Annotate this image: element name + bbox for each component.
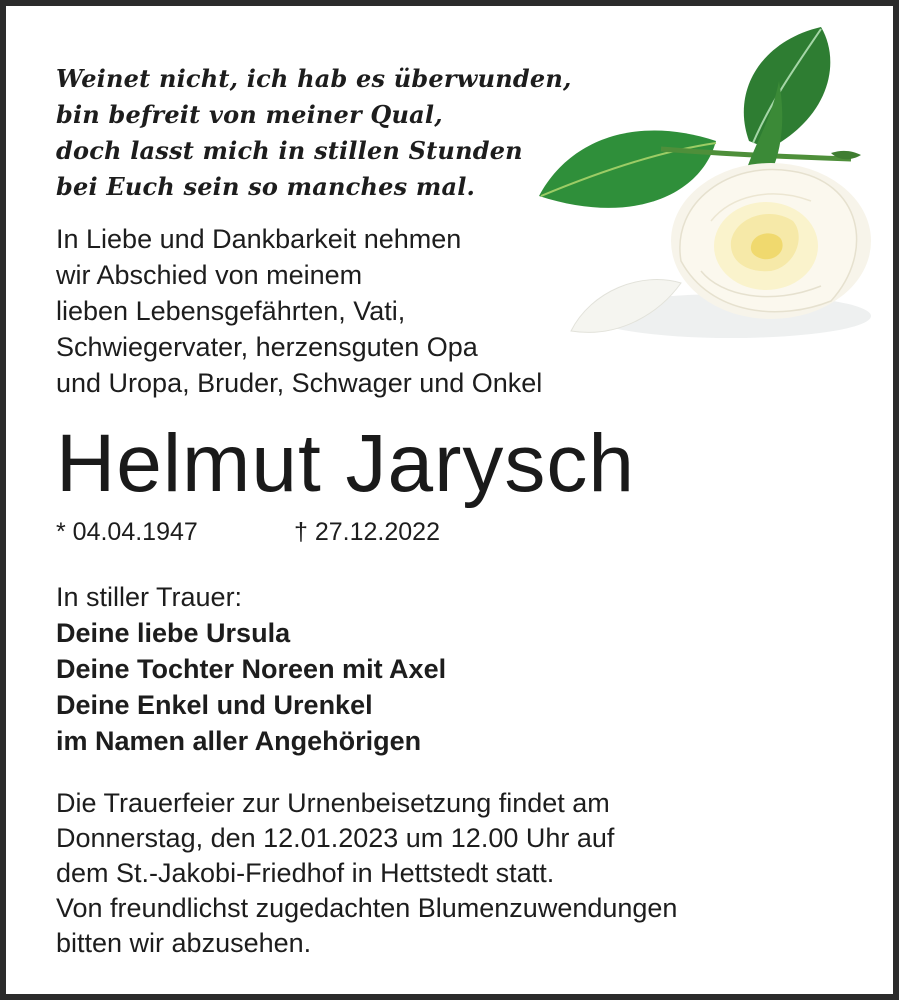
notice-line: bitten wir abzusehen. (56, 928, 312, 958)
intro-line: In Liebe und Dankbarkeit nehmen (56, 224, 462, 254)
intro-line: wir Abschied von meinem (56, 260, 363, 290)
mourners-heading: In stiller Trauer: (56, 582, 243, 612)
funeral-notice (56, 786, 677, 961)
poem-line: bei Euch sein so manches mal. (56, 172, 476, 201)
intro-line: lieben Lebensgefährten, Vati, (56, 296, 406, 326)
mourner-line: Deine Enkel und Urenkel (56, 690, 373, 720)
notice-line: dem St.-Jakobi-Friedhof in Hettstedt statt. (56, 858, 555, 888)
mourner-line: Deine Tochter Noreen mit Axel (56, 654, 447, 684)
white-rose-icon (531, 21, 876, 351)
poem-line: doch lasst mich in stillen Stunden (56, 136, 523, 165)
poem-line: Weinet nicht, ich hab es überwunden, (56, 64, 572, 93)
notice-line: Donnerstag, den 12.01.2023 um 12.00 Uhr auf (56, 823, 615, 853)
birth-date: * 04.04.1947 (56, 518, 198, 546)
notice-line: Die Trauerfeier zur Urnenbeisetzung findet am (56, 788, 610, 818)
notice-line: Von freundlichst zugedachten Blumenzuwendungen (56, 893, 678, 923)
poem (56, 61, 572, 205)
mourner-line: Deine liebe Ursula (56, 618, 291, 648)
deceased-name: Helmut Jarysch (56, 418, 636, 509)
intro-line: Schwiegervater, herzensguten Opa (56, 332, 478, 362)
mourners (56, 579, 446, 759)
death-date: † 27.12.2022 (294, 518, 440, 546)
intro-line: und Uropa, Bruder, Schwager und Onkel (56, 368, 543, 398)
intro-text (56, 221, 542, 401)
mourner-line: im Namen aller Angehörigen (56, 726, 422, 756)
life-dates (56, 516, 440, 548)
poem-line: bin befreit von meiner Qual, (56, 100, 443, 129)
